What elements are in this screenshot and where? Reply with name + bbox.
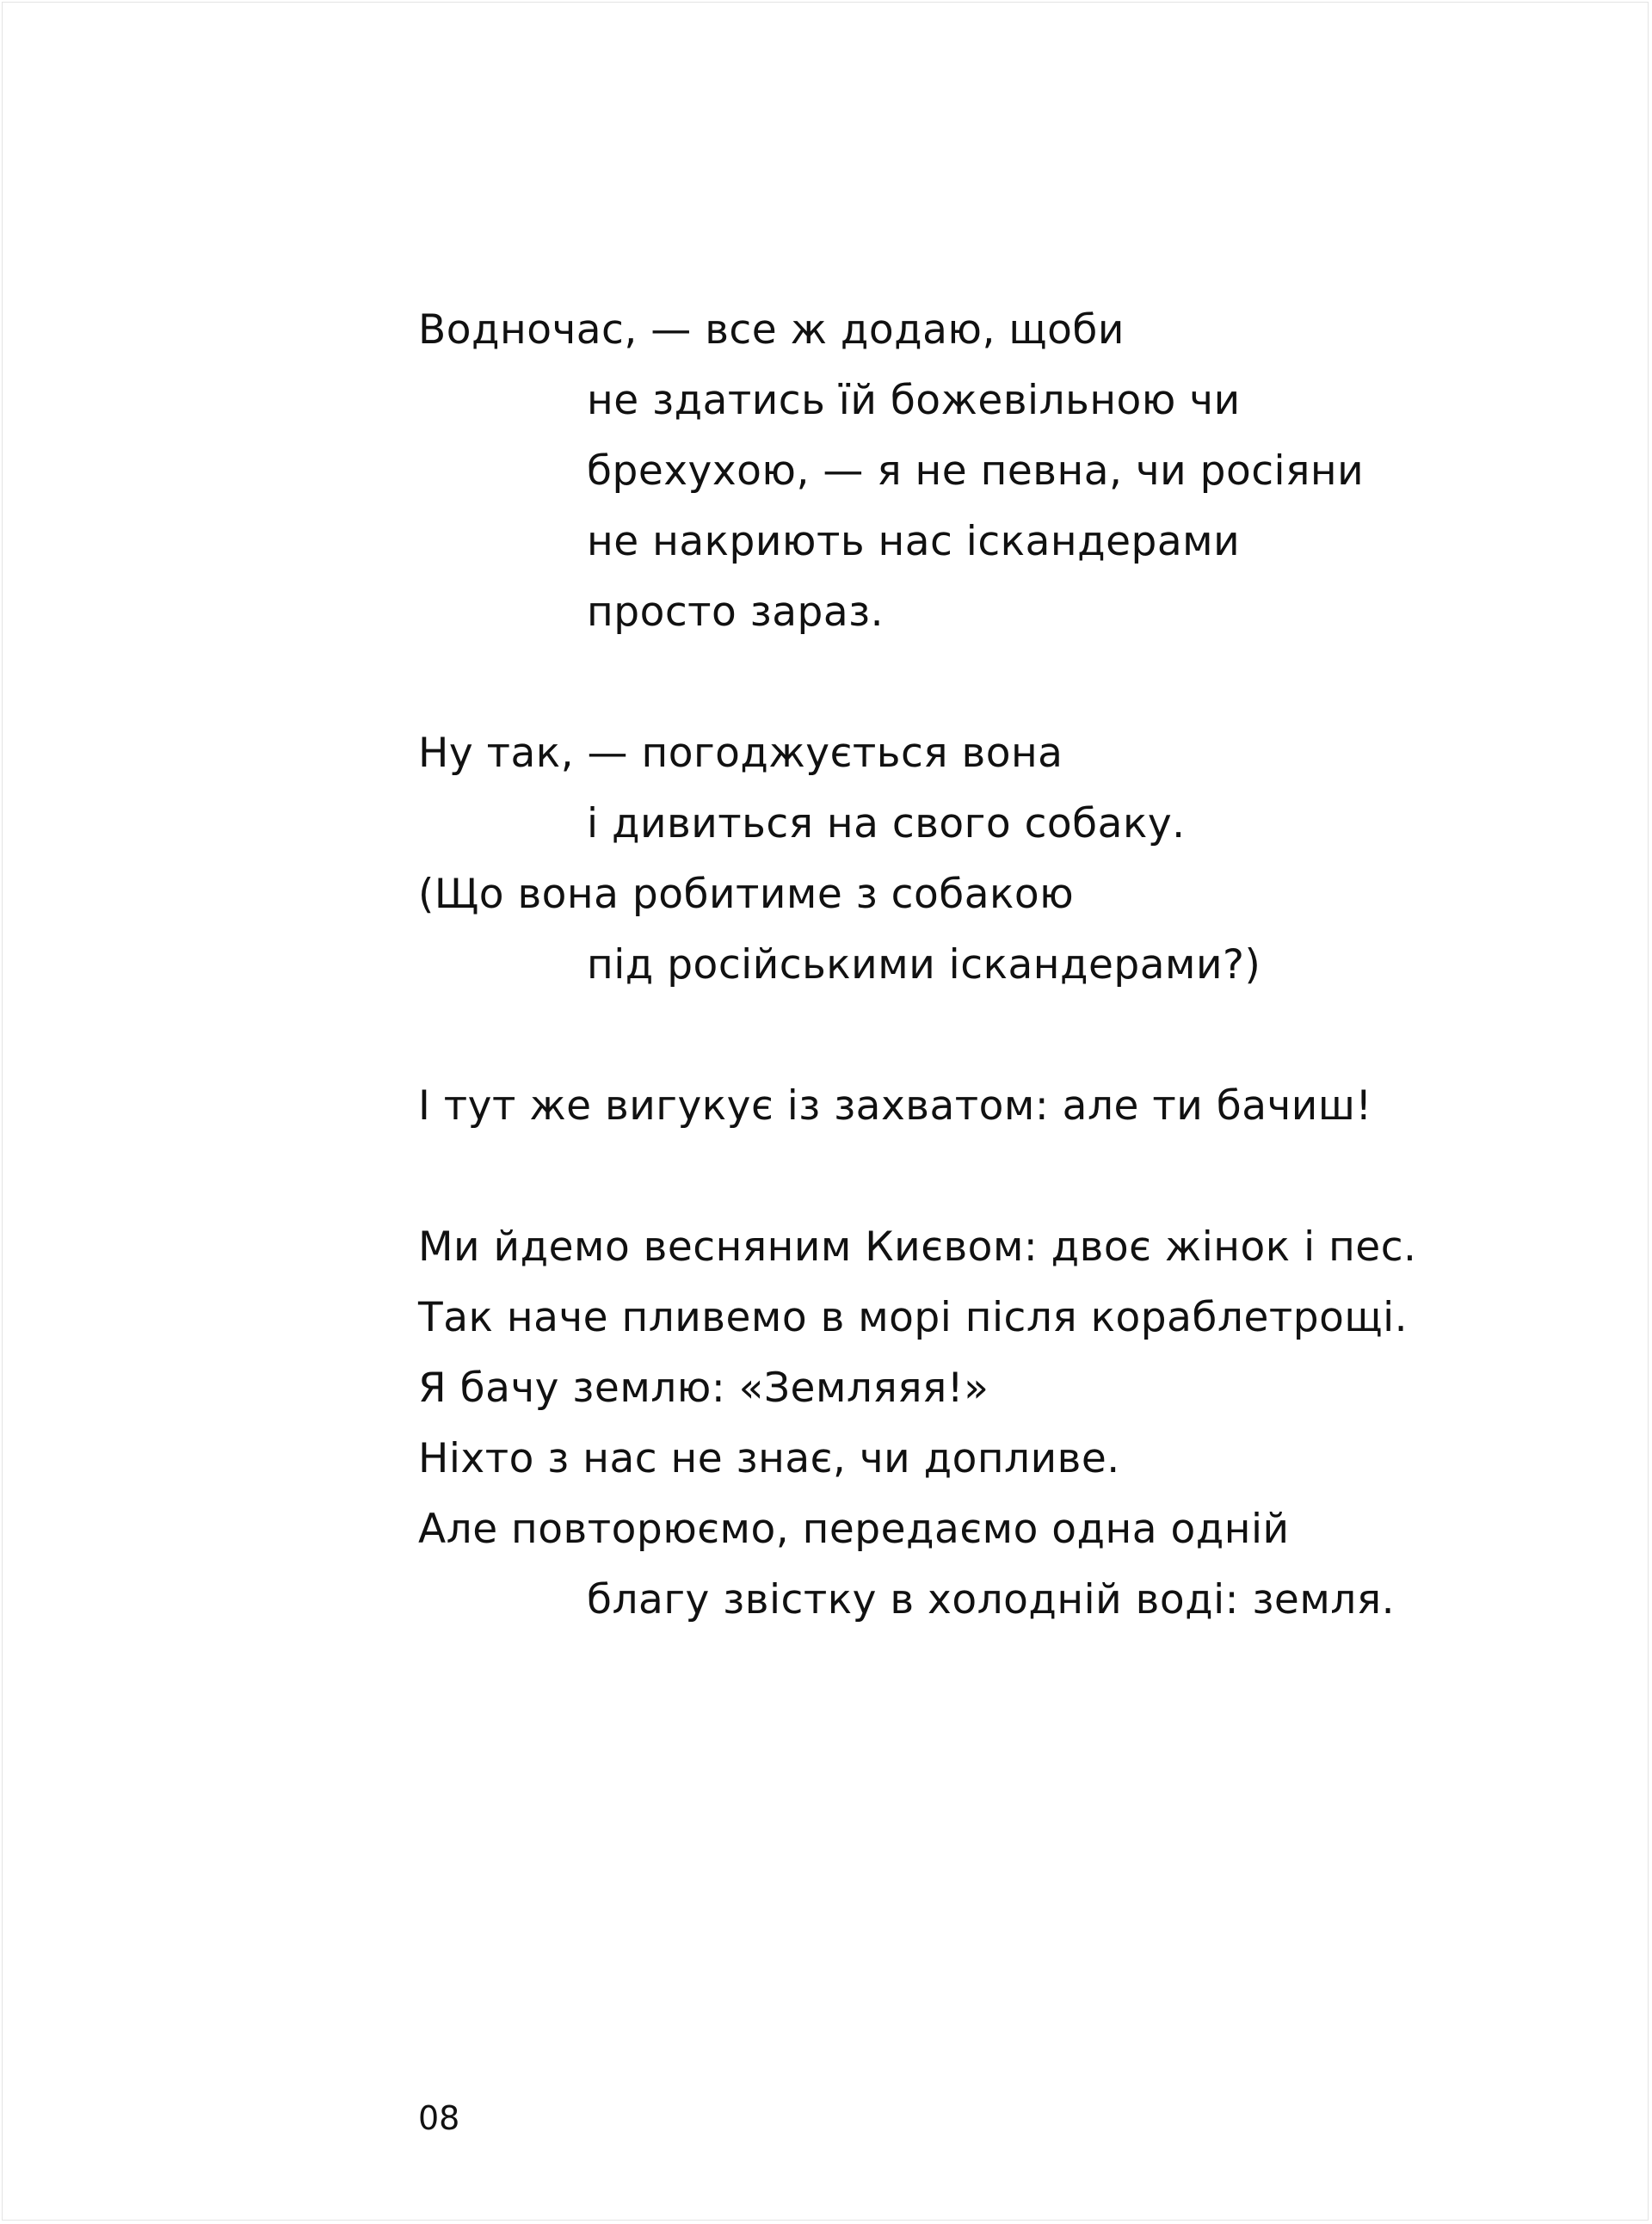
poem-line: не накриють нас іскандерами xyxy=(587,518,1241,565)
poem-line: Ніхто з нас не знає, чи допливе. xyxy=(418,1435,1120,1482)
stanza-2 xyxy=(418,718,1537,1001)
poem-line: І тут же вигукує із захватом: але ти бачиш! xyxy=(418,1082,1372,1130)
poem-line: і дивиться на свого собаку. xyxy=(587,800,1186,847)
poem-line: під російськими іскандерами?) xyxy=(587,941,1261,989)
poem-line: Але повторюємо, передаємо одна одній xyxy=(418,1506,1290,1553)
stanza-1 xyxy=(418,295,1537,648)
poem-line: Ми йдемо весняним Києвом: двоє жінок і пес. xyxy=(418,1223,1417,1271)
page-number: 08 xyxy=(418,2099,460,2137)
poem-line: Я бачу землю: «Земляяя!» xyxy=(418,1365,989,1412)
poem xyxy=(418,295,1537,1706)
poem-line: Водночас, — все ж додаю, щоби xyxy=(418,306,1125,354)
stanza-3 xyxy=(418,1071,1537,1142)
book-page xyxy=(2,2,1649,2221)
poem-line: просто зараз. xyxy=(587,588,885,636)
poem-line: Так наче пливемо в морі після кораблетрощі. xyxy=(418,1294,1409,1341)
stanza-4 xyxy=(418,1212,1537,1636)
poem-line: не здатись їй божевільною чи xyxy=(587,377,1241,424)
poem-line: (Що вона робитиме з собакою xyxy=(418,871,1075,918)
poem-line: Ну так, — погоджується вона xyxy=(418,730,1063,777)
poem-line: благу звістку в холодній воді: земля. xyxy=(587,1576,1396,1623)
poem-line: брехухою, — я не певна, чи росіяни xyxy=(587,447,1365,495)
